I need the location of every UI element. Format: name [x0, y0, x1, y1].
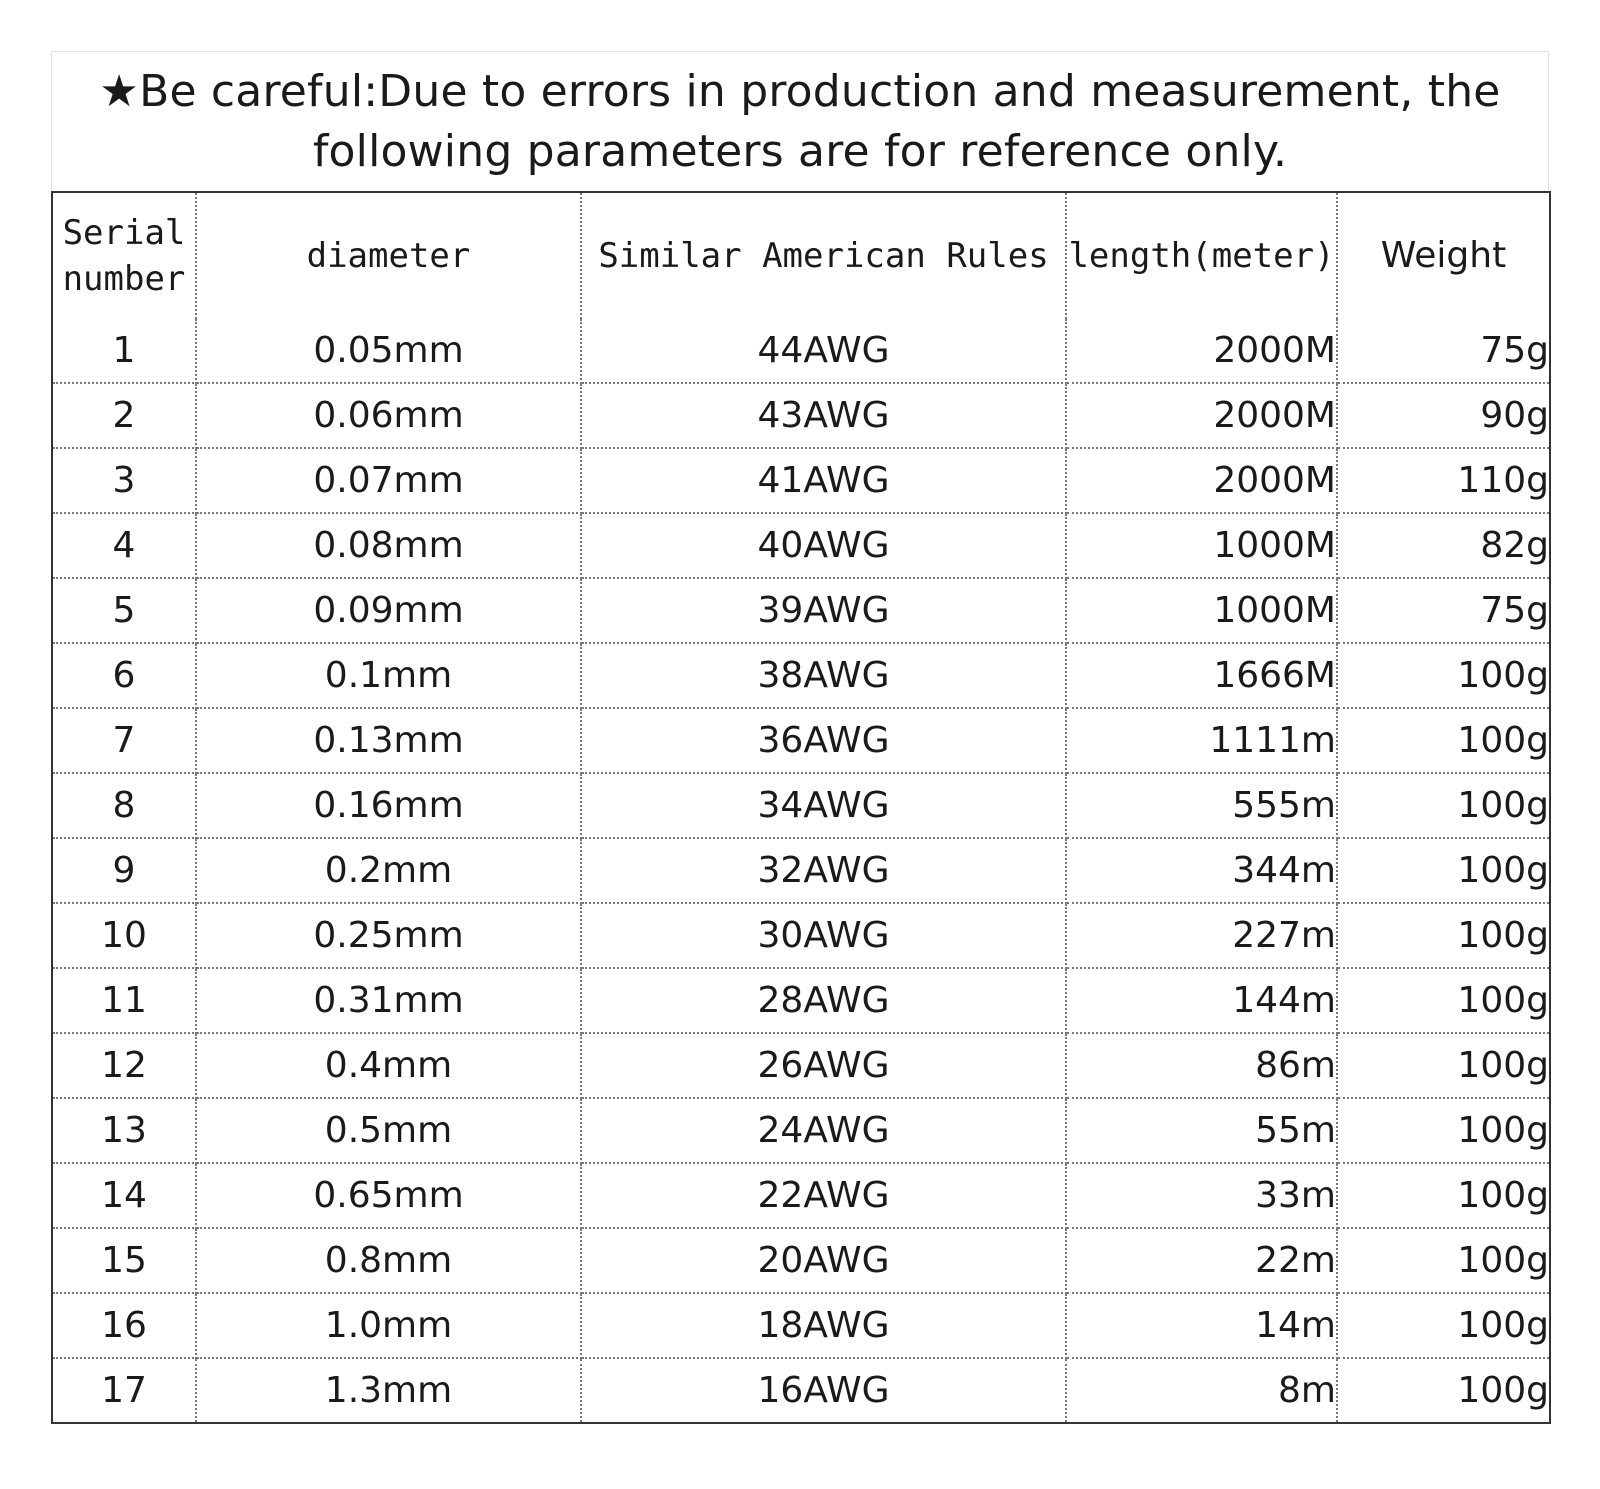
- table-row: [52, 383, 1550, 448]
- table-row: [52, 513, 1550, 578]
- notice-line-2: following parameters are for reference only.: [312, 125, 1288, 177]
- header-serial-line-2: number: [62, 259, 186, 299]
- diameter-cell: 0.8mm: [196, 1228, 581, 1293]
- length-cell: 344m: [1066, 838, 1337, 903]
- serial-cell: 15: [52, 1228, 196, 1293]
- diameter-cell: 0.06mm: [196, 383, 581, 448]
- table-row: [52, 578, 1550, 643]
- diameter-cell: 0.2mm: [196, 838, 581, 903]
- weight-cell: 110g: [1337, 448, 1550, 513]
- table-row: [52, 903, 1550, 968]
- weight-cell: 100g: [1457, 1370, 1549, 1411]
- weight-cell: 75g: [1337, 319, 1550, 383]
- table-row: [52, 838, 1550, 903]
- weight-cell: 75g: [1337, 578, 1550, 643]
- length-cell: 1000M: [1066, 513, 1337, 578]
- diameter-cell: 0.13mm: [196, 708, 581, 773]
- diameter-cell: 0.1mm: [196, 643, 581, 708]
- serial-cell: 9: [52, 838, 196, 903]
- diameter-cell: 0.09mm: [196, 578, 581, 643]
- awg-cell: 39AWG: [581, 578, 1066, 643]
- awg-cell: 38AWG: [581, 643, 1066, 708]
- awg-cell: 43AWG: [581, 383, 1066, 448]
- length-cell: 8m: [1066, 1358, 1337, 1423]
- awg-cell: 30AWG: [581, 903, 1066, 968]
- wire-spec-table: [51, 191, 1551, 1424]
- header-awg: Similar American Rules: [581, 192, 1066, 319]
- header-diameter: diameter: [196, 192, 581, 319]
- serial-cell: 2: [52, 383, 196, 448]
- table-row: [52, 1163, 1550, 1228]
- length-cell: 2000M: [1066, 448, 1337, 513]
- length-cell: 2000M: [1066, 319, 1337, 383]
- length-cell: 22m: [1066, 1228, 1337, 1293]
- length-cell: 1111m: [1066, 708, 1337, 773]
- table-row: [52, 1358, 1550, 1423]
- awg-cell: 20AWG: [581, 1228, 1066, 1293]
- weight-cell: 100g: [1337, 838, 1550, 903]
- serial-cell: 14: [52, 1163, 196, 1228]
- weight-cell: 100g: [1337, 1033, 1550, 1098]
- spec-sheet: [51, 51, 1549, 1424]
- weight-cell: 100g: [1337, 968, 1550, 1033]
- awg-cell: 24AWG: [581, 1098, 1066, 1163]
- length-cell: 86m: [1066, 1033, 1337, 1098]
- table-row: [52, 643, 1550, 708]
- weight-cell: 90g: [1337, 383, 1550, 448]
- diameter-cell: 0.31mm: [196, 968, 581, 1033]
- table-row: [52, 968, 1550, 1033]
- serial-cell: 6: [52, 643, 196, 708]
- diameter-cell: 0.5mm: [196, 1098, 581, 1163]
- serial-cell: 11: [52, 968, 196, 1033]
- weight-cell: 100g: [1337, 1228, 1550, 1293]
- diameter-cell: 0.16mm: [196, 773, 581, 838]
- table-row: [52, 319, 1550, 383]
- notice-banner: [51, 51, 1549, 191]
- diameter-cell: 0.05mm: [196, 319, 581, 383]
- serial-cell: 5: [52, 578, 196, 643]
- diameter-cell: 0.65mm: [196, 1163, 581, 1228]
- table-row: [52, 1033, 1550, 1098]
- diameter-cell: 0.25mm: [196, 903, 581, 968]
- diameter-cell: 0.08mm: [196, 513, 581, 578]
- table-row: [52, 708, 1550, 773]
- length-cell: 1000M: [1066, 578, 1337, 643]
- header-length: length(meter): [1066, 192, 1337, 319]
- serial-cell: 4: [52, 513, 196, 578]
- awg-cell: 32AWG: [581, 838, 1066, 903]
- awg-cell: 16AWG: [581, 1358, 1066, 1423]
- awg-cell: 34AWG: [581, 773, 1066, 838]
- awg-cell: 26AWG: [581, 1033, 1066, 1098]
- weight-cell: 100g: [1337, 1098, 1550, 1163]
- length-cell: 555m: [1066, 773, 1337, 838]
- diameter-cell: 1.0mm: [196, 1293, 581, 1358]
- diameter-cell: 0.07mm: [196, 448, 581, 513]
- header-weight: Weight: [1380, 235, 1507, 276]
- weight-cell: 100g: [1337, 643, 1550, 708]
- notice-line-1: ★Be careful:Due to errors in production and measurement, the: [99, 65, 1501, 117]
- serial-cell: 16: [52, 1293, 196, 1358]
- diameter-cell: 1.3mm: [196, 1358, 581, 1423]
- table-row: [52, 1098, 1550, 1163]
- awg-cell: 36AWG: [581, 708, 1066, 773]
- length-cell: 1666M: [1066, 643, 1337, 708]
- awg-cell: 22AWG: [581, 1163, 1066, 1228]
- table-row: [52, 1293, 1550, 1358]
- serial-cell: 17: [52, 1358, 196, 1423]
- serial-cell: 3: [52, 448, 196, 513]
- awg-cell: 28AWG: [581, 968, 1066, 1033]
- weight-cell: 100g: [1337, 1293, 1550, 1358]
- table-header-row: [52, 192, 1550, 319]
- length-cell: 14m: [1066, 1293, 1337, 1358]
- length-cell: 2000M: [1066, 383, 1337, 448]
- table-row: [52, 773, 1550, 838]
- serial-cell: 8: [52, 773, 196, 838]
- serial-cell: 13: [52, 1098, 196, 1163]
- diameter-cell: 0.4mm: [196, 1033, 581, 1098]
- length-cell: 55m: [1066, 1098, 1337, 1163]
- table-row: [52, 1228, 1550, 1293]
- awg-cell: 41AWG: [581, 448, 1066, 513]
- weight-cell: 100g: [1337, 773, 1550, 838]
- length-cell: 33m: [1066, 1163, 1337, 1228]
- awg-cell: 18AWG: [581, 1293, 1066, 1358]
- weight-cell: 82g: [1337, 513, 1550, 578]
- serial-cell: 1: [52, 319, 196, 383]
- awg-cell: 40AWG: [581, 513, 1066, 578]
- weight-cell: 100g: [1337, 903, 1550, 968]
- length-cell: 227m: [1066, 903, 1337, 968]
- table-row: [52, 448, 1550, 513]
- table-body: [52, 319, 1550, 1423]
- header-serial-number: [52, 192, 196, 319]
- weight-cell: 100g: [1337, 708, 1550, 773]
- header-serial-line-1: Serial: [62, 213, 186, 253]
- awg-cell: 44AWG: [581, 319, 1066, 383]
- serial-cell: 10: [52, 903, 196, 968]
- serial-cell: 12: [52, 1033, 196, 1098]
- serial-cell: 7: [52, 708, 196, 773]
- weight-cell: 100g: [1337, 1163, 1550, 1228]
- length-cell: 144m: [1066, 968, 1337, 1033]
